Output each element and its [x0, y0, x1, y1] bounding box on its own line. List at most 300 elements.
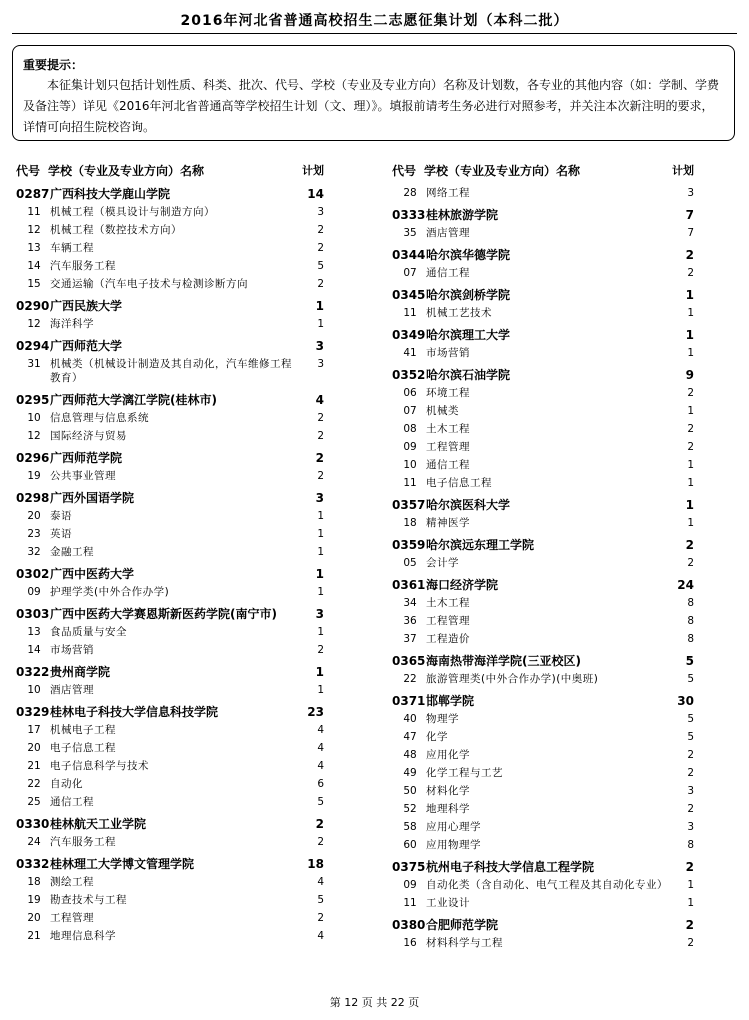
major-name: 机械类: [426, 405, 459, 417]
major-code: 12: [27, 430, 41, 442]
major-row: [12, 891, 324, 909]
major-code: 18: [403, 517, 417, 529]
school-name: 桂林旅游学院: [426, 208, 499, 222]
major-code: 09: [403, 879, 417, 891]
major-plan: 2: [317, 470, 324, 482]
school-code: 0357: [392, 498, 426, 512]
left-column: [12, 160, 324, 982]
school-row: [12, 564, 324, 583]
major-code: 49: [403, 767, 417, 779]
major-code: 37: [403, 633, 417, 645]
school-plan: 7: [685, 208, 694, 222]
major-row: [388, 594, 694, 612]
major-row: [12, 315, 324, 333]
major-row: [388, 612, 694, 630]
major-name: 电子信息科学与技术: [50, 760, 149, 772]
major-row: [388, 710, 694, 728]
page-footer: 第 12 页 共 22 页: [329, 996, 420, 1009]
header-name: 学校（专业及专业方向）名称: [424, 164, 581, 178]
major-row: [388, 836, 694, 854]
school-row: [388, 365, 694, 384]
major-name: 勘查技术与工程: [50, 894, 127, 906]
major-name: 汽车服务工程: [50, 836, 116, 848]
major-name: 车辆工程: [50, 242, 94, 254]
major-row: [388, 728, 694, 746]
school-name: 哈尔滨剑桥学院: [426, 288, 511, 302]
school-code: 0344: [392, 248, 426, 262]
major-code: 21: [27, 760, 41, 772]
major-code: 07: [403, 405, 417, 417]
major-row: [388, 894, 694, 912]
major-row: [12, 203, 324, 221]
major-row: [12, 775, 324, 793]
major-code: 05: [403, 557, 417, 569]
major-code: 48: [403, 749, 417, 761]
major-code: 11: [403, 897, 417, 909]
school-name: 广西中医药大学赛恩斯新医药学院(南宁市): [50, 607, 277, 621]
school-plan: 4: [315, 393, 324, 407]
major-name: 工程管理: [50, 912, 94, 924]
school-row: [12, 604, 324, 623]
major-plan: 3: [687, 187, 694, 199]
school-name: 广西科技大学鹿山学院: [50, 187, 171, 201]
major-row: [388, 514, 694, 532]
school-row: [388, 495, 694, 514]
major-plan: 2: [317, 242, 324, 254]
major-name: 测绘工程: [50, 876, 94, 888]
major-plan: 3: [317, 206, 324, 218]
major-name: 物理学: [426, 713, 459, 725]
major-plan: 2: [687, 937, 694, 949]
group-spacer: [12, 945, 324, 948]
major-row: [388, 402, 694, 420]
school-plan: 5: [685, 654, 694, 668]
school-code: 0296: [16, 451, 50, 465]
school-row: [12, 448, 324, 467]
major-code: 40: [403, 713, 417, 725]
school-plan: 23: [307, 705, 324, 719]
major-name: 公共事业管理: [50, 470, 116, 482]
major-plan: 1: [317, 684, 324, 696]
school-name: 广西民族大学: [50, 299, 123, 313]
major-plan: 4: [317, 930, 324, 942]
major-plan: 2: [317, 644, 324, 656]
school-code: 0290: [16, 299, 50, 313]
school-plan: 1: [685, 498, 694, 512]
major-plan: 2: [687, 423, 694, 435]
major-plan: 8: [687, 615, 694, 627]
major-code: 19: [27, 894, 41, 906]
school-name: 海南热带海洋学院(三亚校区): [426, 654, 581, 668]
school-code: 0329: [16, 705, 50, 719]
school-plan: 30: [677, 694, 694, 708]
school-name: 哈尔滨石油学院: [426, 368, 511, 382]
major-name: 交通运输（汽车电子技术与检测诊断方向: [50, 278, 248, 290]
major-row: [388, 934, 694, 952]
notice-box: [12, 45, 735, 141]
school-row: [12, 854, 324, 873]
school-name: 哈尔滨理工大学: [426, 328, 511, 342]
notice-heading: 重要提示：: [23, 58, 84, 72]
major-row: [12, 583, 324, 601]
header-code: 代号: [16, 164, 41, 178]
school-row: [388, 285, 694, 304]
major-name: 金融工程: [50, 546, 94, 558]
major-row: [388, 876, 694, 894]
major-row: [388, 384, 694, 402]
school-name: 哈尔滨医科大学: [426, 498, 511, 512]
school-plan: 3: [315, 607, 324, 621]
major-plan: 2: [317, 224, 324, 236]
major-name: 工程管理: [426, 441, 470, 453]
school-code: 0295: [16, 393, 50, 407]
major-row: [12, 681, 324, 699]
school-name: 桂林理工大学博文管理学院: [50, 857, 195, 871]
major-row: [388, 224, 694, 242]
school-plan: 9: [685, 368, 694, 382]
school-name: 广西师范大学: [50, 339, 123, 353]
major-plan: 5: [317, 260, 324, 272]
school-plan: 2: [685, 918, 694, 932]
major-name: 机械类（机械设计制造及其自动化，汽车维修工程教育）: [50, 358, 292, 384]
major-name: 护理学类(中外合作办学): [50, 586, 170, 598]
school-list-right: [388, 184, 694, 955]
major-name: 应用心理学: [426, 821, 481, 833]
major-name: 食品质量与安全: [50, 626, 127, 638]
major-code: 19: [27, 470, 41, 482]
major-name: 海洋科学: [50, 318, 94, 330]
notice-body: 本征集计划只包括计划性质、科类、批次、代号、学校（专业及专业方向）名称及计划数，各专业的其他内容（如：学制、学费及备注等）详见《2016年河北省普通高等学校招生计划（文、理）》。填报前请考生务必进行对照参考，并关注本次新注明的要求，详情可向招生院校咨询。: [23, 78, 720, 134]
major-name: 工程管理: [426, 615, 470, 627]
major-plan: 8: [687, 839, 694, 851]
major-name: 汽车服务工程: [50, 260, 116, 272]
school-plan: 1: [685, 288, 694, 302]
school-row: [388, 691, 694, 710]
major-code: 52: [403, 803, 417, 815]
header-code: 代号: [392, 164, 417, 178]
school-code: 0375: [392, 860, 426, 874]
school-plan: 3: [315, 491, 324, 505]
major-code: 20: [27, 510, 41, 522]
major-name: 材料化学: [426, 785, 470, 797]
major-plan: 1: [687, 477, 694, 489]
major-row: [12, 467, 324, 485]
major-code: 34: [403, 597, 417, 609]
school-row: [388, 915, 694, 934]
major-code: 10: [27, 412, 41, 424]
major-plan: 5: [687, 713, 694, 725]
school-name: 杭州电子科技大学信息工程学院: [426, 860, 595, 874]
school-name: 海口经济学院: [426, 578, 499, 592]
major-name: 土木工程: [426, 597, 470, 609]
school-code: 0352: [392, 368, 426, 382]
major-row: [388, 818, 694, 836]
school-name: 邯郸学院: [426, 694, 475, 708]
major-plan: 2: [687, 749, 694, 761]
major-code: 25: [27, 796, 41, 808]
major-code: 23: [27, 528, 41, 540]
major-code: 14: [27, 260, 41, 272]
major-plan: 4: [317, 724, 324, 736]
major-plan: 8: [687, 633, 694, 645]
school-code: 0302: [16, 567, 50, 581]
major-code: 16: [403, 937, 417, 949]
major-name: 市场营销: [426, 347, 470, 359]
major-code: 17: [27, 724, 41, 736]
major-row: [12, 757, 324, 775]
school-name: 广西外国语学院: [50, 491, 135, 505]
major-name: 应用物理学: [426, 839, 481, 851]
major-name: 自动化: [50, 778, 83, 790]
major-name: 旅游管理类(中外合作办学)(中奥班): [426, 673, 599, 685]
major-code: 11: [403, 307, 417, 319]
major-name: 化学: [426, 731, 448, 743]
school-row: [12, 184, 324, 203]
major-row: [388, 746, 694, 764]
school-name: 贵州商学院: [50, 665, 111, 679]
group-spacer: [388, 952, 694, 955]
major-plan: 5: [687, 731, 694, 743]
column-header: [388, 160, 694, 182]
major-name: 通信工程: [50, 796, 94, 808]
title-divider: [12, 33, 737, 34]
school-code: 0332: [16, 857, 50, 871]
major-code: 12: [27, 318, 41, 330]
major-plan: 7: [687, 227, 694, 239]
major-plan: 2: [687, 267, 694, 279]
school-name: 哈尔滨远东理工学院: [426, 538, 535, 552]
major-row: [12, 525, 324, 543]
major-plan: 5: [317, 894, 324, 906]
school-name: 哈尔滨华德学院: [426, 248, 511, 262]
major-code: 35: [403, 227, 417, 239]
major-code: 50: [403, 785, 417, 797]
major-plan: 1: [687, 517, 694, 529]
school-row: [388, 575, 694, 594]
major-name: 通信工程: [426, 267, 470, 279]
school-row: [12, 702, 324, 721]
major-code: 22: [403, 673, 417, 685]
major-name: 自动化类（含自动化、电气工程及其自动化专业）: [426, 879, 668, 891]
school-row: [388, 245, 694, 264]
school-row: [388, 205, 694, 224]
major-plan: 2: [687, 803, 694, 815]
school-code: 0298: [16, 491, 50, 505]
major-plan: 4: [317, 760, 324, 772]
major-name: 机械电子工程: [50, 724, 116, 736]
major-row: [12, 739, 324, 757]
major-row: [388, 344, 694, 362]
school-plan: 2: [685, 538, 694, 552]
major-code: 09: [403, 441, 417, 453]
major-code: 10: [27, 684, 41, 696]
major-row: [12, 239, 324, 257]
major-code: 14: [27, 644, 41, 656]
major-name: 地理科学: [426, 803, 470, 815]
major-row: [12, 641, 324, 659]
school-row: [12, 296, 324, 315]
major-row: [12, 221, 324, 239]
school-plan: 1: [685, 328, 694, 342]
major-name: 通信工程: [426, 459, 470, 471]
major-plan: 2: [687, 767, 694, 779]
school-row: [12, 336, 324, 355]
major-plan: 3: [317, 358, 324, 370]
major-plan: 3: [687, 785, 694, 797]
major-name: 精神医学: [426, 517, 470, 529]
major-row: [388, 438, 694, 456]
major-plan: 2: [317, 278, 324, 290]
major-code: 18: [27, 876, 41, 888]
major-row: [12, 507, 324, 525]
major-plan: 1: [317, 528, 324, 540]
right-column: [388, 160, 694, 982]
major-row: [388, 184, 694, 202]
major-name: 会计学: [426, 557, 459, 569]
major-name: 泰语: [50, 510, 72, 522]
major-plan: 1: [317, 626, 324, 638]
school-row: [12, 662, 324, 681]
header-plan: 计划: [672, 164, 694, 177]
major-row: [388, 474, 694, 492]
major-code: 13: [27, 626, 41, 638]
school-plan: 24: [677, 578, 694, 592]
major-code: 11: [403, 477, 417, 489]
school-row: [388, 535, 694, 554]
school-code: 0371: [392, 694, 426, 708]
major-plan: 2: [317, 836, 324, 848]
major-plan: 1: [687, 879, 694, 891]
major-name: 信息管理与信息系统: [50, 412, 149, 424]
major-name: 网络工程: [426, 187, 470, 199]
school-row: [12, 814, 324, 833]
major-name: 英语: [50, 528, 72, 540]
major-row: [388, 420, 694, 438]
school-plan: 1: [315, 665, 324, 679]
page-title: 2016年河北省普通高校招生二志愿征集计划（本科二批）: [180, 13, 569, 29]
major-row: [12, 721, 324, 739]
major-row: [12, 927, 324, 945]
major-code: 12: [27, 224, 41, 236]
major-code: 41: [403, 347, 417, 359]
school-code: 0294: [16, 339, 50, 353]
school-code: 0361: [392, 578, 426, 592]
header-plan: 计划: [302, 164, 324, 177]
major-code: 32: [27, 546, 41, 558]
school-row: [388, 651, 694, 670]
school-list-left: [12, 184, 324, 948]
major-code: 10: [403, 459, 417, 471]
major-plan: 1: [687, 307, 694, 319]
major-row: [12, 355, 324, 387]
major-plan: 6: [317, 778, 324, 790]
major-plan: 2: [687, 441, 694, 453]
major-code: 08: [403, 423, 417, 435]
major-code: 36: [403, 615, 417, 627]
major-plan: 1: [687, 897, 694, 909]
major-name: 应用化学: [426, 749, 470, 761]
major-plan: 1: [687, 459, 694, 471]
school-row: [388, 325, 694, 344]
major-plan: 5: [687, 673, 694, 685]
major-name: 国际经济与贸易: [50, 430, 127, 442]
major-row: [12, 909, 324, 927]
major-code: 20: [27, 912, 41, 924]
major-code: 11: [27, 206, 41, 218]
major-code: 58: [403, 821, 417, 833]
major-code: 47: [403, 731, 417, 743]
major-name: 机械工艺技术: [426, 307, 492, 319]
major-row: [388, 554, 694, 572]
major-code: 15: [27, 278, 41, 290]
major-code: 28: [403, 187, 417, 199]
school-plan: 3: [315, 339, 324, 353]
school-plan: 2: [685, 248, 694, 262]
school-name: 桂林航天工业学院: [50, 817, 147, 831]
major-plan: 1: [687, 405, 694, 417]
major-row: [388, 764, 694, 782]
school-code: 0303: [16, 607, 50, 621]
header-name: 学校（专业及专业方向）名称: [48, 164, 205, 178]
major-plan: 1: [317, 546, 324, 558]
major-code: 60: [403, 839, 417, 851]
school-row: [12, 488, 324, 507]
major-code: 21: [27, 930, 41, 942]
major-row: [12, 873, 324, 891]
school-code: 0333: [392, 208, 426, 222]
major-name: 材料科学与工程: [426, 937, 503, 949]
school-code: 0365: [392, 654, 426, 668]
major-code: 20: [27, 742, 41, 754]
major-code: 24: [27, 836, 41, 848]
major-code: 22: [27, 778, 41, 790]
major-plan: 5: [317, 796, 324, 808]
school-name: 广西中医药大学: [50, 567, 135, 581]
major-name: 酒店管理: [50, 684, 94, 696]
school-row: [388, 857, 694, 876]
major-row: [12, 543, 324, 561]
major-code: 09: [27, 586, 41, 598]
major-row: [388, 670, 694, 688]
major-name: 土木工程: [426, 423, 470, 435]
major-plan: 2: [687, 557, 694, 569]
major-plan: 1: [687, 347, 694, 359]
major-name: 电子信息工程: [50, 742, 116, 754]
major-row: [12, 257, 324, 275]
school-code: 0349: [392, 328, 426, 342]
major-row: [12, 275, 324, 293]
major-name: 工程造价: [426, 633, 470, 645]
major-row: [12, 623, 324, 641]
school-code: 0345: [392, 288, 426, 302]
school-plan: 14: [307, 187, 324, 201]
major-name: 机械工程（模具设计与制造方向）: [50, 206, 215, 218]
major-name: 电子信息工程: [426, 477, 492, 489]
school-code: 0380: [392, 918, 426, 932]
school-code: 0359: [392, 538, 426, 552]
column-header: [12, 160, 324, 182]
major-plan: 3: [687, 821, 694, 833]
major-plan: 2: [317, 412, 324, 424]
major-code: 31: [27, 358, 41, 370]
school-code: 0322: [16, 665, 50, 679]
school-plan: 1: [315, 299, 324, 313]
major-row: [388, 630, 694, 648]
school-name: 广西师范大学漓江学院(桂林市): [50, 393, 217, 407]
major-row: [12, 427, 324, 445]
major-row: [388, 782, 694, 800]
major-row: [12, 409, 324, 427]
